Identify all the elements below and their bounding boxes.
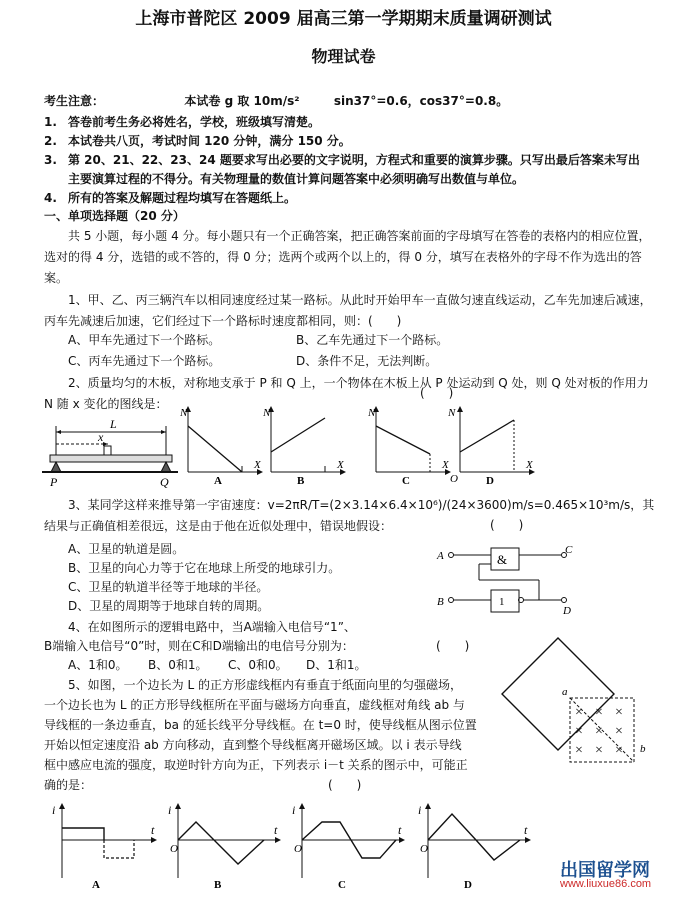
q3-option-b: B、卫星的向心力等于它在地球上所受的地球引力。 (68, 561, 341, 575)
q1-option-a: A、甲车先通过下一个路标。 (68, 333, 221, 347)
q5-line: 框中感应电流的强度，取逆时针方向为正，下列表示 i－t 关系的图示中，可能正 (44, 758, 468, 772)
q2-graph-a (180, 404, 266, 484)
svg-text:×: × (575, 705, 583, 720)
svg-text:N: N (263, 407, 271, 419)
q3-paren: ( ) (490, 518, 524, 532)
notice-item: 2. 本试卷共八页，考试时间 120 分钟，满分 150 分。 (44, 134, 351, 148)
board-figure (40, 408, 180, 490)
svg-text:×: × (615, 724, 623, 739)
q1-option-b: B、乙车先通过下一个路标。 (296, 333, 449, 347)
svg-text:X: X (526, 459, 533, 471)
q2-graph-c (368, 404, 454, 484)
notice-g: 本试卷 g 取 10m/s² (184, 94, 300, 108)
exam-subject: 物理试卷 (311, 47, 376, 66)
svg-text:O: O (170, 843, 178, 855)
q5-graph-b (168, 800, 288, 892)
p-label: P (50, 475, 58, 489)
svg-text:i: i (292, 803, 296, 817)
svg-text:O: O (294, 843, 302, 855)
svg-text:D: D (486, 475, 494, 484)
q5-line: 5、如图，一个边长为 L 的正方形虚线框内有垂直于纸面向里的匀强磁场， (68, 678, 462, 692)
svg-text:b: b (640, 743, 646, 755)
q5-paren: ( ) (328, 778, 362, 792)
x-label: x (98, 430, 104, 444)
svg-text:×: × (595, 724, 603, 739)
svg-text:N: N (180, 407, 188, 419)
svg-text:B: B (214, 879, 222, 891)
svg-text:×: × (615, 705, 623, 720)
q5-line: 一个边长也为 L 的正方形导线框所在平面与磁场方向垂直，虚线框对角线 ab 与 (44, 698, 465, 712)
q2-graph-b (263, 404, 349, 484)
svg-text:A: A (92, 879, 100, 891)
magnetic-field-figure (500, 632, 670, 782)
section-title: 一、单项选择题（20 分） (44, 209, 185, 223)
svg-text:D: D (563, 605, 571, 616)
svg-text:t: t (398, 823, 402, 837)
q4-option-d: D、1和1。 (306, 658, 367, 672)
svg-text:i: i (168, 803, 172, 817)
q3-stem: 3、某同学这样来推导第一宇宙速度：v=2πR/T=(2×3.14×6.4×10⁶)/(24×3600)m/s=0.465×10³m/s，其结果与正确值相差很远，这是由于他在近似处理中，错误地假设： (44, 498, 655, 533)
q1-stem: 1、甲、乙、丙三辆汽车以相同速度经过某一路标。从此时开始甲车一直做匀速直线运动，乙车先加速后减速，丙车先减速后加速，它们经过下一个路标时速度都相同，则：( ) (44, 293, 652, 328)
svg-text:a: a (562, 686, 568, 698)
q3-option-d: D、卫星的周期等于地球自转的周期。 (68, 599, 270, 613)
exam-title: 上海市普陀区 2009 届高三第一学期期末质量调研测试 (135, 9, 552, 29)
watermark-name: 出国留学网 (560, 860, 650, 880)
svg-text:×: × (575, 724, 583, 739)
notice-item: 1. 答卷前考生务必将姓名，学校，班级填写清楚。 (44, 115, 321, 129)
svg-text:i: i (418, 803, 422, 817)
q3-option-c: C、卫星的轨道半径等于地球的半径。 (68, 580, 269, 594)
q1-option-d: D、条件不足，无法判断。 (296, 354, 438, 368)
q5-line: 导线框的一条边垂直，ba 的延长线平分导线框。在 t=0 时，使导线框从图示位置 (44, 718, 477, 732)
q-label: Q (160, 475, 169, 489)
notice-item: 4. 所有的答案及解题过程均填写在答题纸上。 (44, 191, 297, 205)
svg-text:X: X (254, 459, 261, 471)
svg-text:D: D (464, 879, 472, 891)
q4-option-a: A、1和0。 (68, 658, 128, 672)
q5-graph-a (52, 800, 166, 892)
svg-text:C: C (338, 879, 346, 891)
svg-text:×: × (595, 743, 603, 758)
svg-text:t: t (151, 823, 155, 837)
q5-line: 开始以恒定速度沿 ab 方向移动，直到整个导线框离开磁场区域。以 i 表示导线 (44, 738, 462, 752)
q2-paren: ( ) (420, 386, 454, 400)
svg-text:B: B (437, 596, 444, 608)
notice-trig: sin37°=0.6，cos37°=0.8。 (333, 94, 509, 108)
notice-header (44, 93, 508, 109)
svg-text:t: t (524, 823, 528, 837)
q4-option-c: C、0和0。 (228, 658, 288, 672)
svg-text:C: C (565, 544, 573, 556)
svg-text:N: N (368, 407, 376, 419)
svg-text:×: × (615, 743, 623, 758)
watermark-url: www.liuxue86.com (560, 878, 652, 890)
logic-circuit (435, 540, 585, 616)
svg-text:×: × (575, 743, 583, 758)
svg-text:A: A (437, 550, 444, 562)
q4-option-b: B、0和1。 (148, 658, 208, 672)
q5-graph-d (418, 800, 538, 892)
q2-stem: 2、质量均匀的木板，对称地支承于 P 和 Q 上，一个物体在木板上从 P 处运动到 Q 处，则 Q 处对板的作用力 N 随 x 变化的图线是： (44, 376, 649, 411)
svg-text:N: N (448, 407, 456, 419)
q5-line: 确的是： (44, 778, 93, 792)
svg-text:O: O (420, 843, 428, 855)
q4-stem-1: 4、在如图所示的逻辑电路中，当A端输入电信号“1”、 (68, 620, 356, 634)
q3-option-a: A、卫星的轨道是圆。 (68, 542, 185, 556)
notice-label: 考生注意： (44, 94, 105, 108)
svg-text:t: t (274, 823, 278, 837)
l-label: L (110, 417, 117, 431)
svg-text:1: 1 (499, 596, 505, 608)
notice-item: 3. 第 20、21、22、23、24 题要求写出必要的文字说明，方程式和重要的演算步骤。只写出最后答案未写出 (44, 153, 640, 167)
svg-text:i: i (52, 803, 56, 817)
svg-text:O: O (450, 473, 458, 484)
q4-paren: ( ) (436, 639, 470, 653)
section-intro: 共 5 小题，每小题 4 分。每小题只有一个正确答案，把正确答案前面的字母填写在答卷的表格内的相应位置，选对的得 4 分，选错的或不答的，得 0 分；选两个或两个以上的，得 0 分，填写在表格外的字母不作为选出的答案。 (44, 229, 651, 285)
svg-text:C: C (402, 475, 410, 484)
notice-item: 主要演算过程的不得分。有关物理量的数值计算问题答案中必须明确写出数值与单位。 (68, 172, 525, 186)
svg-text:B: B (297, 475, 305, 484)
q2-graph-d (448, 404, 538, 484)
svg-text:A: A (214, 475, 222, 484)
q1-option-c: C、丙车先通过下一个路标。 (68, 354, 221, 368)
svg-text:X: X (442, 459, 449, 471)
svg-text:×: × (595, 705, 603, 720)
q5-graph-c (292, 800, 412, 892)
svg-text:X: X (337, 459, 344, 471)
svg-text:&: & (497, 552, 508, 567)
q4-stem-2: B端输入电信号“0”时，则在C和D端输出的电信号分别为： (44, 639, 354, 653)
